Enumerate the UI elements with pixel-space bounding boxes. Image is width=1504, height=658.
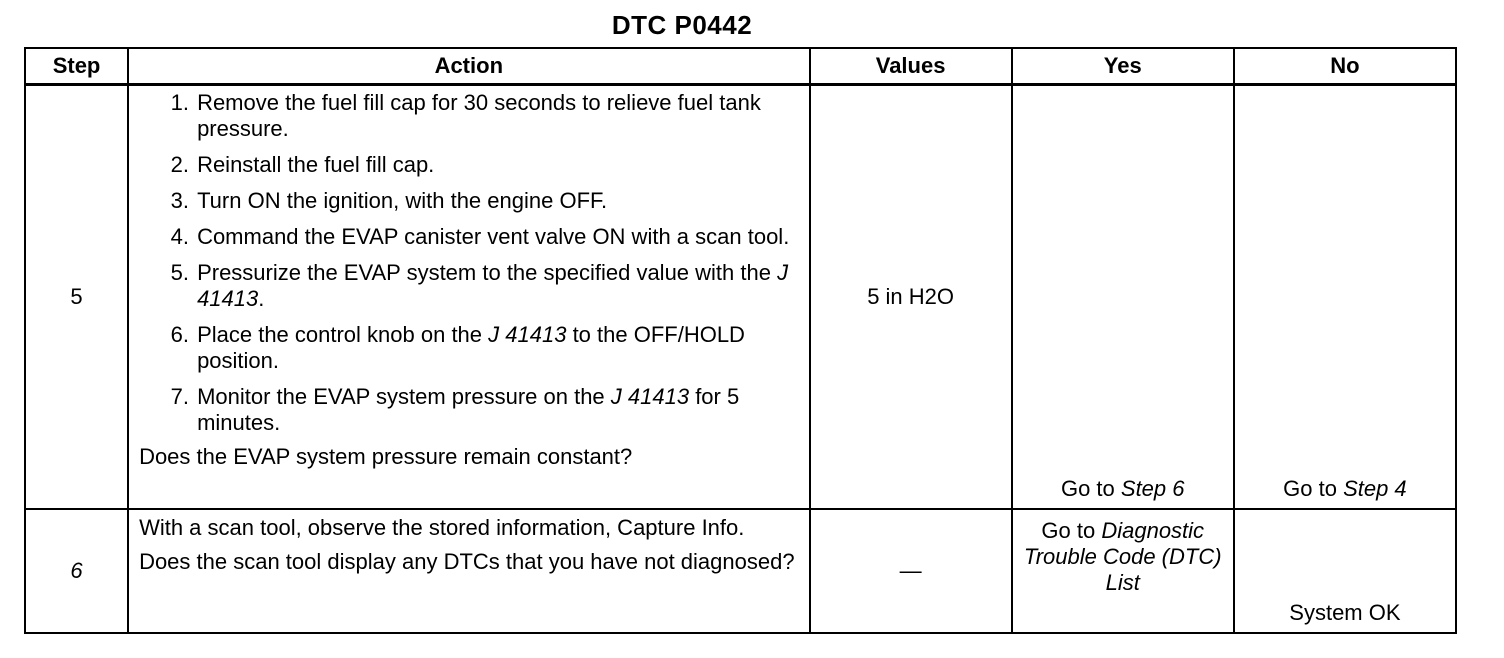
values-text: — [899, 557, 922, 583]
no-cell: Go to Step 4 [1234, 85, 1456, 509]
step-number: 5 [25, 85, 128, 509]
tool-reference: J 41413 [488, 322, 567, 347]
header-action: Action [128, 48, 809, 85]
values-cell: 5 in H2O [810, 85, 1012, 509]
header-values: Values [810, 48, 1012, 85]
yes-cell: Go to Diagnostic Trouble Code (DTC) List [1012, 509, 1234, 633]
no-cell: System OK [1234, 509, 1456, 633]
step-link: Step 4 [1343, 475, 1407, 501]
action-step: 6. Place the control knob on the J 41413 to the OFF/HOLD position. [195, 322, 802, 374]
action-cell [128, 85, 809, 509]
table-row-step-6 [25, 509, 1456, 633]
action-question: Does the scan tool display any DTCs that you have not diagnosed? [139, 548, 795, 574]
step-number: 6 [25, 509, 128, 633]
action-step: 3. Turn ON the ignition, with the engine OFF. [195, 188, 802, 214]
action-step: 1. Remove the fuel fill cap for 30 seconds to relieve fuel tank pressure. [195, 90, 802, 142]
action-step: 2. Reinstall the fuel fill cap. [195, 152, 802, 178]
tool-reference: J 41413 [610, 384, 690, 409]
dtc-list-link: Diagnostic Trouble Code (DTC) List [1023, 517, 1222, 595]
action-cell [128, 509, 809, 633]
header-yes: Yes [1012, 48, 1234, 85]
action-text: With a scan tool, observe the stored information, Capture Info. [139, 514, 745, 540]
action-question: Does the EVAP system pressure remain constant? [139, 444, 633, 469]
header-step: Step [25, 48, 128, 85]
diagnostic-table [24, 47, 1457, 634]
yes-cell: Go to Step 6 [1012, 85, 1234, 509]
table-row-step-5 [25, 85, 1456, 509]
header-no: No [1234, 48, 1456, 85]
action-step: 4. Command the EVAP canister vent valve ON with a scan tool. [195, 224, 802, 250]
action-steps-list [139, 90, 802, 436]
step-link: Step 6 [1120, 475, 1185, 501]
values-cell [810, 509, 1012, 633]
page-title: DTC P0442 [611, 10, 753, 40]
header-row [25, 48, 1456, 85]
action-step: 7. Monitor the EVAP system pressure on the J 41413 for 5 minutes. [195, 384, 802, 436]
tool-reference: J 41413 [197, 260, 789, 311]
action-step: 5. Pressurize the EVAP system to the specified value with the J 41413. [195, 260, 802, 312]
